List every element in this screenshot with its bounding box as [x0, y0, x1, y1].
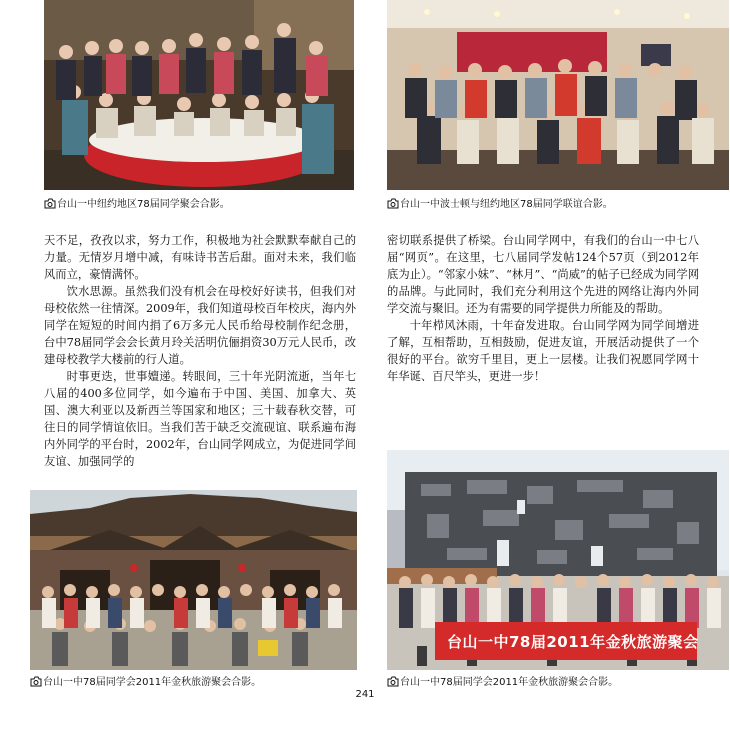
paragraph: 饮水思源。虽然我们没有机会在母校好好读书，但我们对母校依然一往情深。2009年，我们知道母校百年校庆，海内外同学在短短的时间内捐了6万多元人民币给母校制作纪念册，台中78届同学会会长黄月玲关活明伉俪捐资30万元人民币，改建母校教学大楼前的行人道。 [44, 285, 356, 366]
banner-text: 台山一中78届2011年金秋旅游聚会 [447, 633, 699, 651]
caption-top-right-text: 台山一中波士顿与纽约地区78届同学联谊合影。 [400, 199, 613, 210]
photo-nyc-reunion [44, 0, 354, 190]
caption-bottom-right [387, 676, 618, 689]
paragraph: 密切联系提供了桥梁。台山同学网中，有我们的台山一中七八届“网页”。在这里，七八届同学发帖124个57页（到2012年底为止）。“邻家小妹”、“林月”、“尚威”的帖子已经成为同学网的品牌。与此同时，我们充分利用这个先进的网络让海内外同学交流与聚旧。还为有需要的同学提供力所能及的帮助。 [387, 234, 699, 315]
photo-pavilion-tour [387, 450, 729, 670]
caption-bottom-left [30, 676, 261, 689]
caption-top-left [44, 198, 230, 211]
caption-top-right [387, 198, 613, 211]
caption-top-left-text: 台山一中纽约地区78届同学聚会合影。 [57, 199, 230, 210]
camera-icon [30, 676, 42, 687]
photo-boston-nyc-reunion [387, 0, 729, 190]
photo-temple-tour [30, 490, 357, 670]
camera-icon [387, 198, 399, 209]
text-column-right [387, 232, 699, 385]
camera-icon [387, 676, 399, 687]
paragraph: 十年栉风沐雨，十年奋发进取。台山同学网为同学间增进了解，互相帮助，互相鼓励，促进友谊，开展活动提供了一个很好的平台。欲穷千里目，更上一层楼。让我们祝愿同学网十年华诞、百尺竿头，更进一步！ [387, 319, 699, 383]
caption-bottom-left-text: 台山一中78届同学会2011年金秋旅游聚会合影。 [43, 677, 262, 688]
page-number: 241 [355, 689, 375, 700]
text-column-left [44, 232, 356, 470]
camera-icon [44, 198, 56, 209]
paragraph: 时事更迭，世事嬗递。转眼间，三十年光阴流逝，当年七八届的400多位同学，如今遍布于中国、美国、加拿大、英国、澳大利亚以及新西兰等国家和地区；三十载春秋交替，可往日的同学情谊依旧。当我们苦于缺乏交流砚谊、联系遍布海内外同学的平台时，2002年，台山同学网成立，为促进同学间友谊、加强同学的 [44, 370, 356, 468]
paragraph: 天不足，孜孜以求，努力工作，积极地为社会默默奉献自己的力量。无情岁月增中减，有味诗书苦后甜。面对未来，我们临风而立，豪情满怀。 [44, 234, 356, 281]
caption-bottom-right-text: 台山一中78届同学会2011年金秋旅游聚会合影。 [400, 677, 619, 688]
